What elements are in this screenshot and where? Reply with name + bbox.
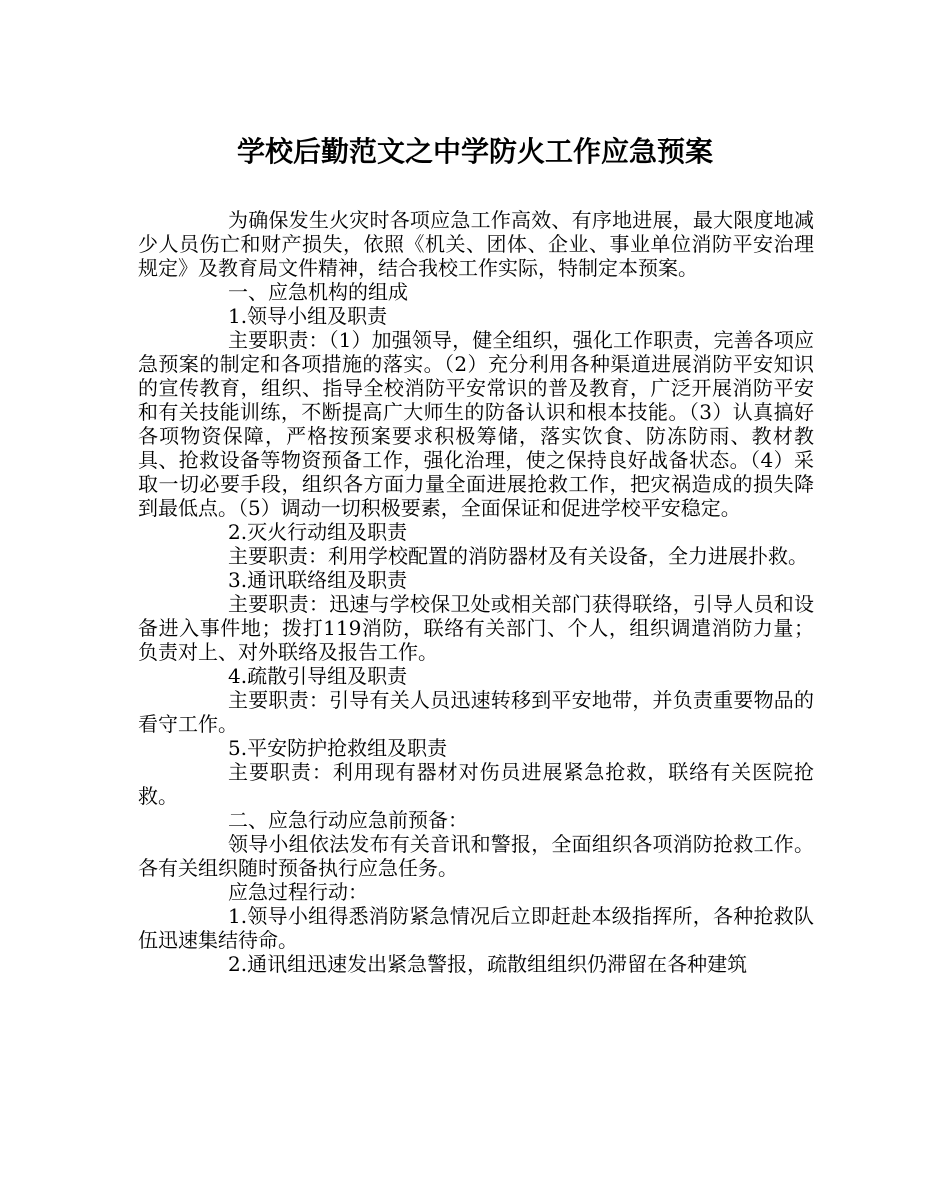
heading-section-1: 一、应急机构的组成 [228, 280, 408, 304]
paragraph-firefighting-duties: 主要职责：利用学校配置的消防器材及有关设备，全力进展扑救。 [228, 544, 808, 568]
document-body [138, 208, 814, 976]
paragraph-leadership-duties: 主要职责：（1）加强领导，健全组织，强化工作职责，完善各项应急预案的制定和各项措施的落实。（2）充分利用各种渠道进展消防平安知识的宣传教育，组织、指导全校消防平安常识的普及教育，广泛开展消防平安和有关技能训练，不断提高广大师生的防备认识和根本技能。（3）认真搞好各项物资保障，严格按预案要求积极筹储，落实饮食、防冻防雨、教材教具、抢救设备等物资预备工作，强化治理，使之保持良好战备状态。（4）采取一切必要手段，组织各方面力量全面进展抢救工作，把灾祸造成的损失降到最低点。（5）调动一切积极要素，全面保证和促进学校平安稳定。 [138, 328, 814, 520]
heading-evacuation-group: 4.疏散引导组及职责 [228, 664, 408, 688]
paragraph-action-1: 1.领导小组得悉消防紧急情况后立即赶赴本级指挥所，各种抢救队伍迅速集结待命。 [138, 904, 814, 952]
heading-process-actions: 应急过程行动： [228, 880, 368, 904]
heading-communication-group: 3.通讯联络组及职责 [228, 568, 408, 592]
paragraph-preparation: 领导小组依法发布有关音讯和警报，全面组织各项消防抢救工作。各有关组织随时预备执行应急任务。 [138, 832, 814, 880]
paragraph-evacuation-duties: 主要职责：引导有关人员迅速转移到平安地带，并负责重要物品的看守工作。 [138, 688, 814, 736]
paragraph-communication-duties: 主要职责：迅速与学校保卫处或相关部门获得联络，引导人员和设备进入事件地；拨打119消防，联络有关部门、个人，组织调遣消防力量；负责对上、对外联络及报告工作。 [138, 592, 814, 664]
heading-leadership-group: 1.领导小组及职责 [228, 304, 388, 328]
paragraph-action-2: 2.通讯组迅速发出紧急警报，疏散组组织仍滞留在各种建筑 [228, 952, 748, 976]
heading-firefighting-group: 2.灭火行动组及职责 [228, 520, 408, 544]
paragraph-intro: 为确保发生火灾时各项应急工作高效、有序地进展，最大限度地减少人员伤亡和财产损失，依照《机关、团体、企业、事业单位消防平安治理规定》及教育局文件精神，结合我校工作实际，特制定本预案。 [138, 208, 814, 280]
heading-rescue-group: 5.平安防护抢救组及职责 [228, 736, 448, 760]
heading-section-2: 二、应急行动应急前预备： [228, 808, 468, 832]
paragraph-rescue-duties: 主要职责：利用现有器材对伤员进展紧急抢救，联络有关医院抢救。 [138, 760, 814, 808]
document-title: 学校后勤范文之中学防火工作应急预案 [236, 135, 713, 168]
